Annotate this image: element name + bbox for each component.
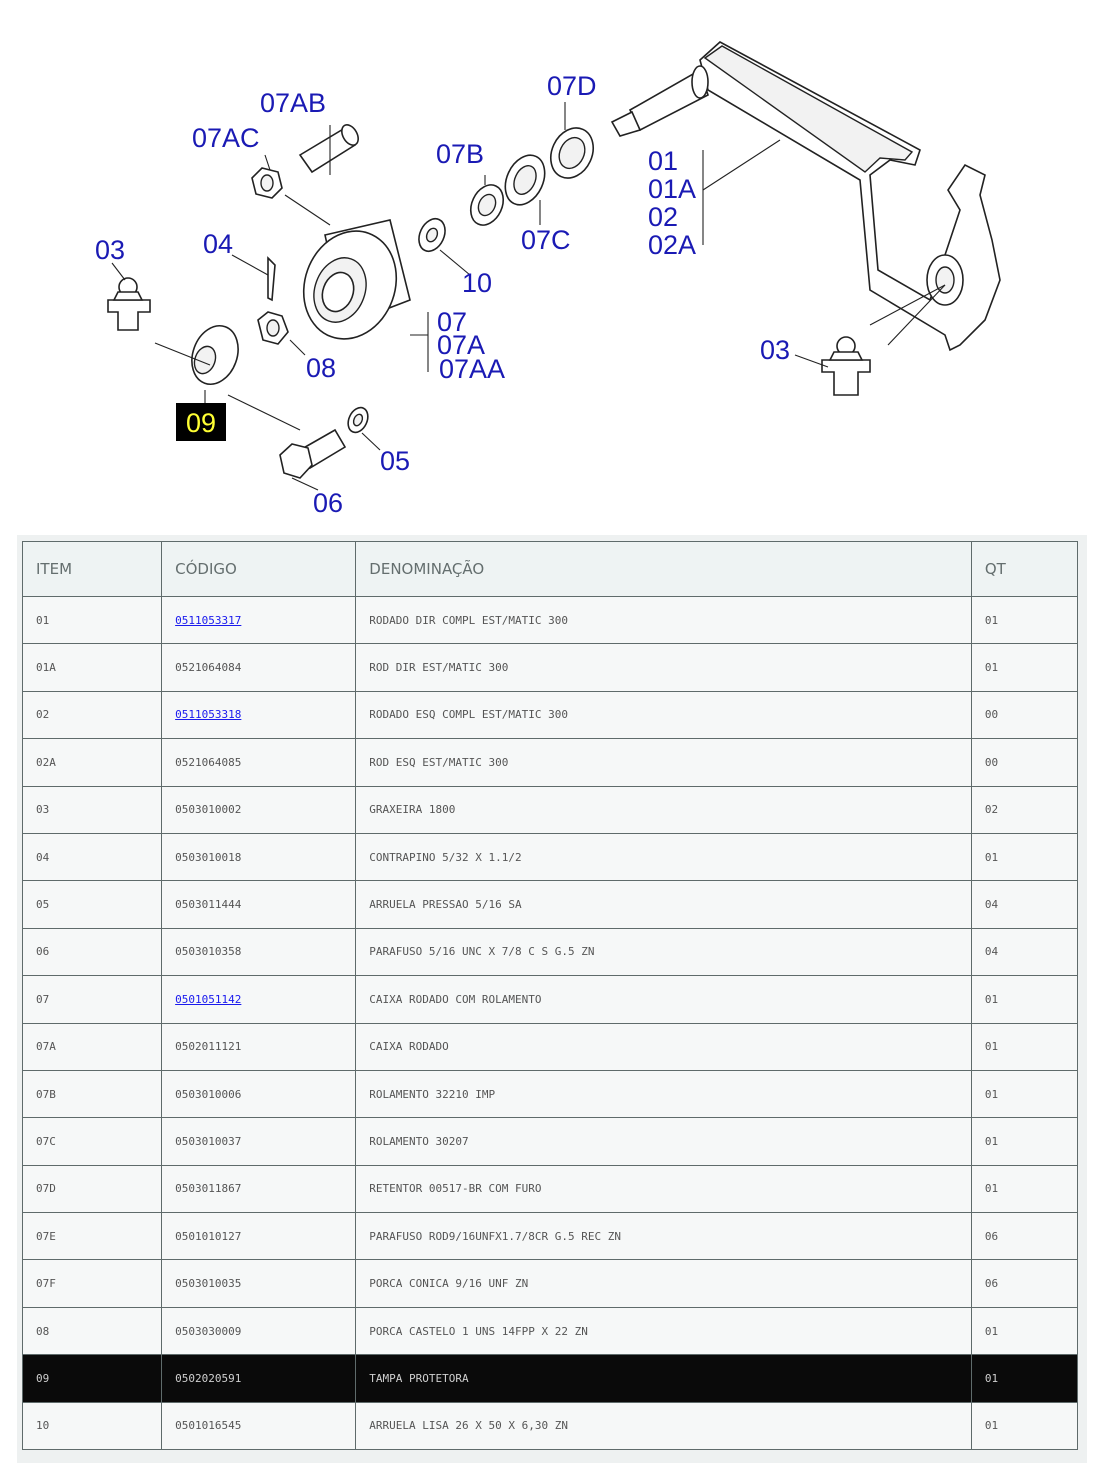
cell-item: 07 (23, 976, 162, 1023)
cell-code: 0503011444 (162, 881, 356, 928)
cell-name: CONTRAPINO 5/32 X 1.1/2 (356, 833, 972, 880)
cell-qty: 00 (971, 739, 1077, 786)
cell-code (162, 691, 356, 738)
cell-item: 07A (23, 1023, 162, 1070)
cell-code (162, 976, 356, 1023)
cell-qty: 01 (971, 1355, 1077, 1402)
bearing-07b-part[interactable] (465, 180, 510, 231)
cell-name: PARAFUSO ROD9/16UNFX1.7/8CR G.5 REC ZN (356, 1213, 972, 1260)
table-row[interactable] (23, 691, 1078, 738)
castle-nut-08-part[interactable] (258, 312, 288, 344)
cell-item: 08 (23, 1307, 162, 1354)
table-row[interactable] (23, 739, 1078, 786)
table-row[interactable] (23, 1307, 1078, 1354)
cell-item: 07C (23, 1118, 162, 1165)
header-qty: QT (971, 542, 1077, 597)
cell-item: 02A (23, 739, 162, 786)
cell-qty: 01 (971, 976, 1077, 1023)
callout-09[interactable]: 09 (186, 408, 217, 438)
cell-item: 04 (23, 833, 162, 880)
cell-name: CAIXA RODADO COM ROLAMENTO (356, 976, 972, 1023)
cell-code: 0503030009 (162, 1307, 356, 1354)
cell-qty: 01 (971, 833, 1077, 880)
callout-10[interactable]: 10 (462, 268, 493, 298)
washer-05-part[interactable] (344, 404, 371, 435)
cell-name: GRAXEIRA 1800 (356, 786, 972, 833)
table-row[interactable] (23, 1260, 1078, 1307)
callout-04[interactable]: 04 (203, 229, 234, 259)
table-row[interactable] (23, 1355, 1078, 1402)
table-row[interactable] (23, 976, 1078, 1023)
retainer-07d-part[interactable] (543, 121, 601, 185)
hub-07-part[interactable] (289, 218, 411, 352)
cell-item: 02 (23, 691, 162, 738)
header-name: DENOMINAÇÃO (356, 542, 972, 597)
cell-code: 0503010358 (162, 928, 356, 975)
cell-code: 0521064084 (162, 644, 356, 691)
callout-07ac[interactable]: 07AC (192, 123, 260, 153)
table-row[interactable] (23, 881, 1078, 928)
cell-code: 0521064085 (162, 739, 356, 786)
cell-qty: 01 (971, 644, 1077, 691)
table-row[interactable] (23, 833, 1078, 880)
table-row[interactable] (23, 1070, 1078, 1117)
cell-item: 07E (23, 1213, 162, 1260)
cell-code (162, 597, 356, 644)
bearing-07c-part[interactable] (498, 149, 553, 211)
cell-qty: 01 (971, 1402, 1077, 1449)
cell-code: 0502011121 (162, 1023, 356, 1070)
callout-07aa[interactable]: 07AA (439, 354, 506, 384)
callout-07d[interactable]: 07D (547, 71, 597, 101)
cell-name: ROD DIR EST/MATIC 300 (356, 644, 972, 691)
cell-qty: 01 (971, 1165, 1077, 1212)
cell-name: ROD ESQ EST/MATIC 300 (356, 739, 972, 786)
callout-07ab[interactable]: 07AB (260, 88, 327, 118)
cell-qty: 00 (971, 691, 1077, 738)
callout-07c[interactable]: 07C (521, 225, 571, 255)
cell-item: 05 (23, 881, 162, 928)
callout-06[interactable]: 06 (313, 488, 344, 518)
callout-01[interactable]: 01 (648, 146, 679, 176)
callout-07[interactable]: 07 (437, 307, 468, 337)
table-row[interactable] (23, 1165, 1078, 1212)
cell-code: 0503010035 (162, 1260, 356, 1307)
cell-code: 0503010037 (162, 1118, 356, 1165)
cell-item: 06 (23, 928, 162, 975)
callout-02a[interactable]: 02A (648, 230, 697, 260)
cotter-pin-04-part[interactable] (268, 258, 275, 300)
table-row[interactable] (23, 786, 1078, 833)
code-link[interactable]: 0501051142 (175, 992, 242, 1006)
code-link[interactable]: 0511053318 (175, 708, 242, 722)
callout-07b[interactable]: 07B (436, 139, 485, 169)
cell-item: 07B (23, 1070, 162, 1117)
callout-02[interactable]: 02 (648, 202, 679, 232)
table-row[interactable] (23, 644, 1078, 691)
table-row[interactable] (23, 1402, 1078, 1449)
cell-name: PORCA CONICA 9/16 UNF ZN (356, 1260, 972, 1307)
table-row[interactable] (23, 597, 1078, 644)
protective-cap-09-part[interactable] (184, 319, 246, 390)
cell-name: ROLAMENTO 30207 (356, 1118, 972, 1165)
cell-name: ROLAMENTO 32210 IMP (356, 1070, 972, 1117)
cell-qty: 01 (971, 1070, 1077, 1117)
table-row[interactable] (23, 928, 1078, 975)
cell-qty: 06 (971, 1260, 1077, 1307)
cell-name: TAMPA PROTETORA (356, 1355, 972, 1402)
grease-nipple-03-left-part[interactable] (108, 278, 150, 330)
cell-code: 0501016545 (162, 1402, 356, 1449)
callout-07a[interactable]: 07A (437, 330, 486, 360)
cell-qty: 01 (971, 1118, 1077, 1165)
cell-qty: 04 (971, 928, 1077, 975)
cell-name: PARAFUSO 5/16 UNC X 7/8 C S G.5 ZN (356, 928, 972, 975)
callout-03-left[interactable]: 03 (95, 235, 126, 265)
code-link[interactable]: 0511053317 (175, 613, 242, 627)
parts-table (22, 541, 1078, 1450)
bolt-06-part[interactable] (280, 430, 345, 478)
table-row[interactable] (23, 1118, 1078, 1165)
callout-05[interactable]: 05 (380, 446, 411, 476)
cell-item: 03 (23, 786, 162, 833)
cell-item: 10 (23, 1402, 162, 1449)
header-item: ITEM (23, 542, 162, 597)
table-row[interactable] (23, 1213, 1078, 1260)
cell-name: CAIXA RODADO (356, 1023, 972, 1070)
cell-qty: 06 (971, 1213, 1077, 1260)
cell-qty: 01 (971, 1023, 1077, 1070)
cell-qty: 02 (971, 786, 1077, 833)
parts-table-panel (17, 535, 1087, 1463)
cell-name: RETENTOR 00517-BR COM FURO (356, 1165, 972, 1212)
cell-item: 09 (23, 1355, 162, 1402)
cell-code: 0502020591 (162, 1355, 356, 1402)
cell-code: 0503010018 (162, 833, 356, 880)
cell-code: 0503010002 (162, 786, 356, 833)
cell-qty: 04 (971, 881, 1077, 928)
cell-item: 01A (23, 644, 162, 691)
header-code: CÓDIGO (162, 542, 356, 597)
cell-name: ARRUELA LISA 26 X 50 X 6,30 ZN (356, 1402, 972, 1449)
cell-code: 0501010127 (162, 1213, 356, 1260)
bolt-07ab-part[interactable] (300, 122, 362, 172)
washer-10-part[interactable] (414, 215, 450, 256)
cell-code: 0503011867 (162, 1165, 356, 1212)
cell-item: 07F (23, 1260, 162, 1307)
nut-07ac-part[interactable] (252, 168, 282, 198)
cell-qty: 01 (971, 1307, 1077, 1354)
cell-item: 01 (23, 597, 162, 644)
cell-item: 07D (23, 1165, 162, 1212)
cell-name: RODADO ESQ COMPL EST/MATIC 300 (356, 691, 972, 738)
callout-03-right[interactable]: 03 (760, 335, 791, 365)
table-header-row (23, 542, 1078, 597)
callout-08[interactable]: 08 (306, 353, 337, 383)
cell-name: RODADO DIR COMPL EST/MATIC 300 (356, 597, 972, 644)
grease-nipple-03-right-part[interactable] (822, 337, 870, 395)
cell-name: PORCA CASTELO 1 UNS 14FPP X 22 ZN (356, 1307, 972, 1354)
cell-code: 0503010006 (162, 1070, 356, 1117)
cell-name: ARRUELA PRESSAO 5/16 SA (356, 881, 972, 928)
table-row[interactable] (23, 1023, 1078, 1070)
cell-qty: 01 (971, 597, 1077, 644)
exploded-parts-diagram (0, 0, 1100, 525)
callout-01a[interactable]: 01A (648, 174, 697, 204)
